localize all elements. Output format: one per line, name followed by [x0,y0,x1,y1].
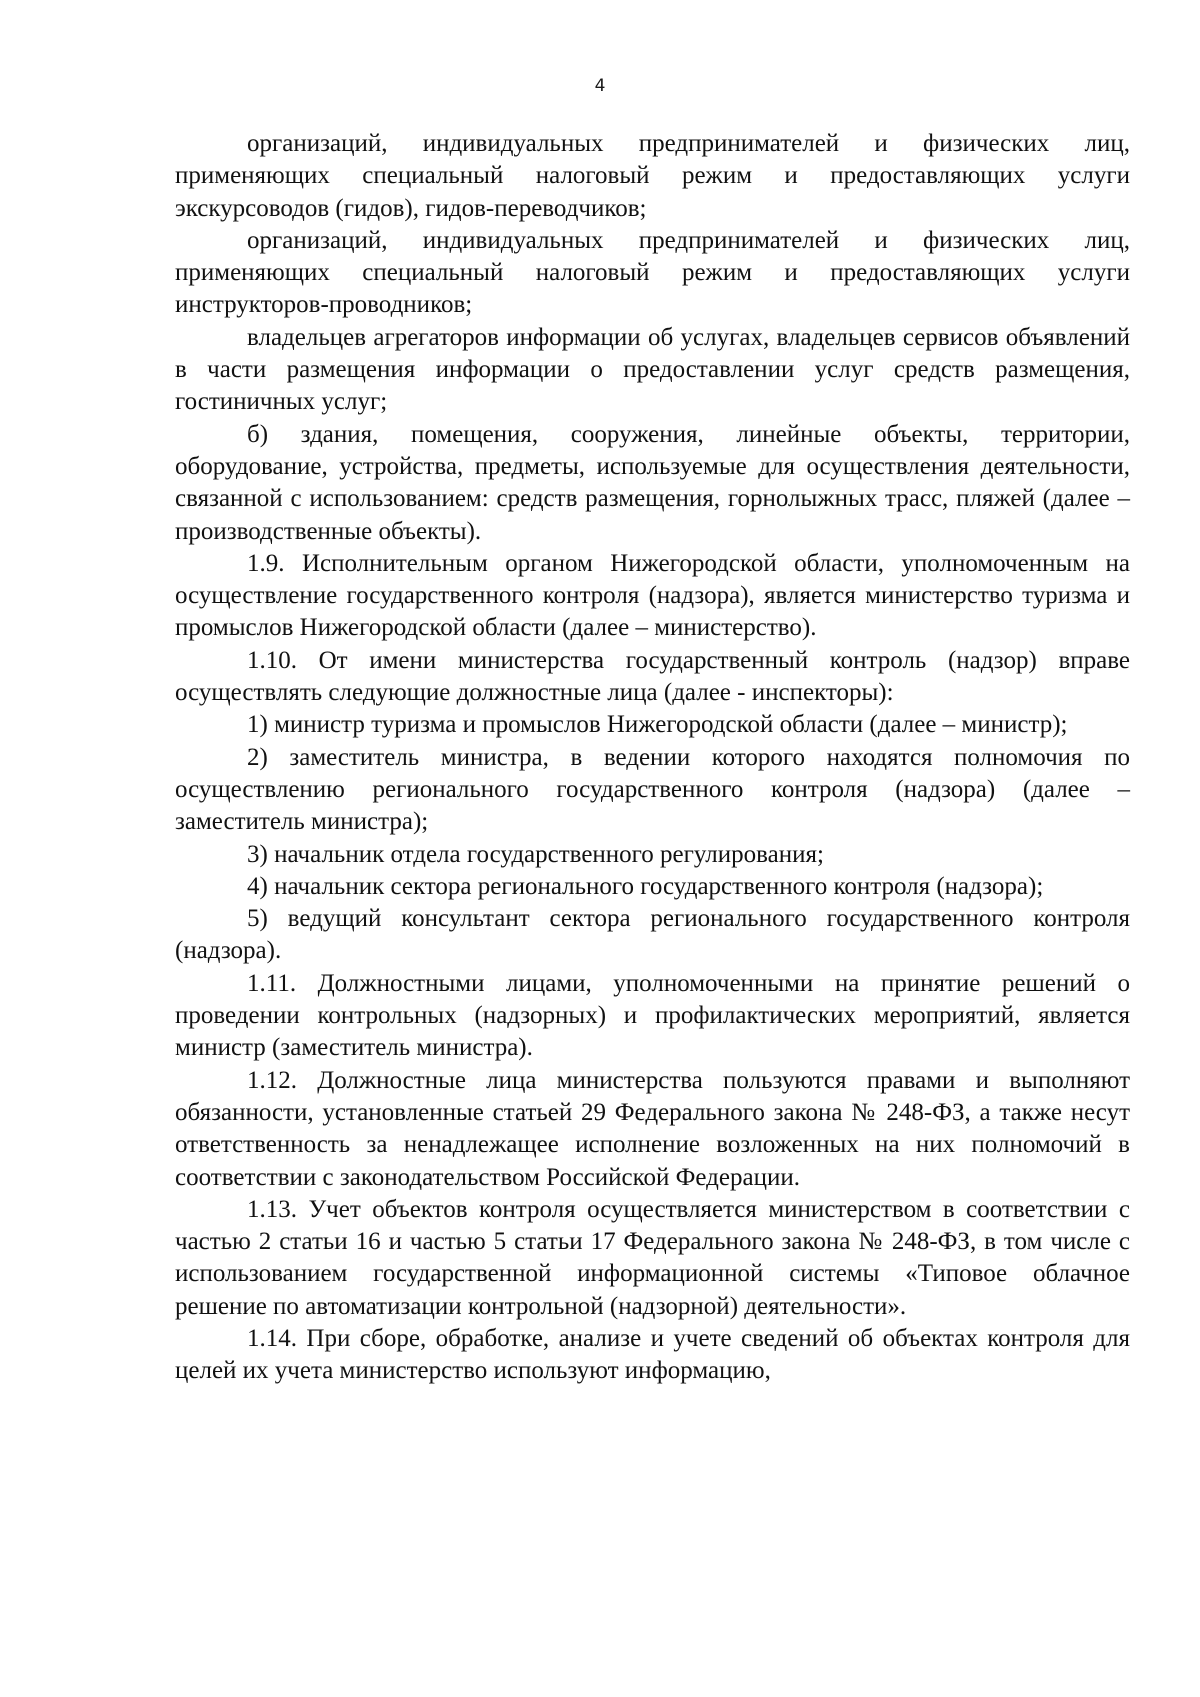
paragraph-1-13: 1.13. Учет объектов контроля осуществляется министерством в соответствии с частью 2 статьи 16 и частью 5 статьи 17 Федерального закона № 248-ФЗ, в том числе с использованием государственной информационной системы «Типовое облачное решение по автоматизации контрольной (надзорной) деятельности». [175,1195,1130,1320]
list-item-5: 5) ведущий консультант сектора регионального государственного контроля (надзора). [175,905,1130,965]
paragraph-instructors: организаций, индивидуальных предпринимателей и физических лиц, применяющих специальный налоговый режим и предоставляющих услуги инструкторов-проводников; [175,226,1130,319]
list-item-2: 2) заместитель министра, в ведении которого находятся полномочия по осуществлению регионального государственного контроля (надзора) (далее – заместитель министра); [175,743,1130,836]
paragraph-1-11: 1.11. Должностными лицами, уполномоченными на принятие решений о проведении контрольных (надзорных) и профилактических мероприятий, является министр (заместитель министра). [175,969,1130,1062]
page-number: 4 [594,76,606,96]
paragraph-1-12: 1.12. Должностные лица министерства пользуются правами и выполняют обязанности, установленные статьей 29 Федерального закона № 248-ФЗ, а также несут ответственность за ненадлежащее исполнение возложенных на них полномочий в соответствии с законодательством Российской Федерации. [175,1066,1130,1191]
list-item-3: 3) начальник отдела государственного регулирования; [247,840,824,868]
list-item-1: 1) министр туризма и промыслов Нижегородской области (далее – министр); [247,711,1068,739]
paragraph-production-objects: б) здания, помещения, сооружения, линейные объекты, территории, оборудование, устройства, предметы, используемые для осуществления деятельности, связанной с использованием: средств размещения, горнолыжных трасс, пляжей (далее – производственные объекты). [175,420,1130,545]
paragraph-1-14: 1.14. При сборе, обработке, анализе и учете сведений об объектах контроля для целей их учета министерство используют информацию, [175,1324,1130,1385]
paragraph-aggregators: владельцев агрегаторов информации об услугах, владельцев сервисов объявлений в части размещения информации о предоставлении услуг средств размещения, гостиничных услуг; [175,323,1130,416]
paragraph-1-10: 1.10. От имени министерства государственный контроль (надзор) вправе осуществлять следующие должностные лица (далее - инспекторы): [175,646,1130,707]
paragraph-1-9: 1.9. Исполнительным органом Нижегородской области, уполномоченным на осуществление государственного контроля (надзора), является министерство туризма и промыслов Нижегородской области (далее – министерство). [175,549,1130,642]
list-item-4: 4) начальник сектора регионального государственного контроля (надзора); [247,872,1044,900]
paragraph-guides: организаций, индивидуальных предпринимателей и физических лиц, применяющих специальный налоговый режим и предоставляющих услуги экскурсоводов (гидов), гидов-переводчиков; [175,130,1130,222]
document-body [175,128,1130,1388]
